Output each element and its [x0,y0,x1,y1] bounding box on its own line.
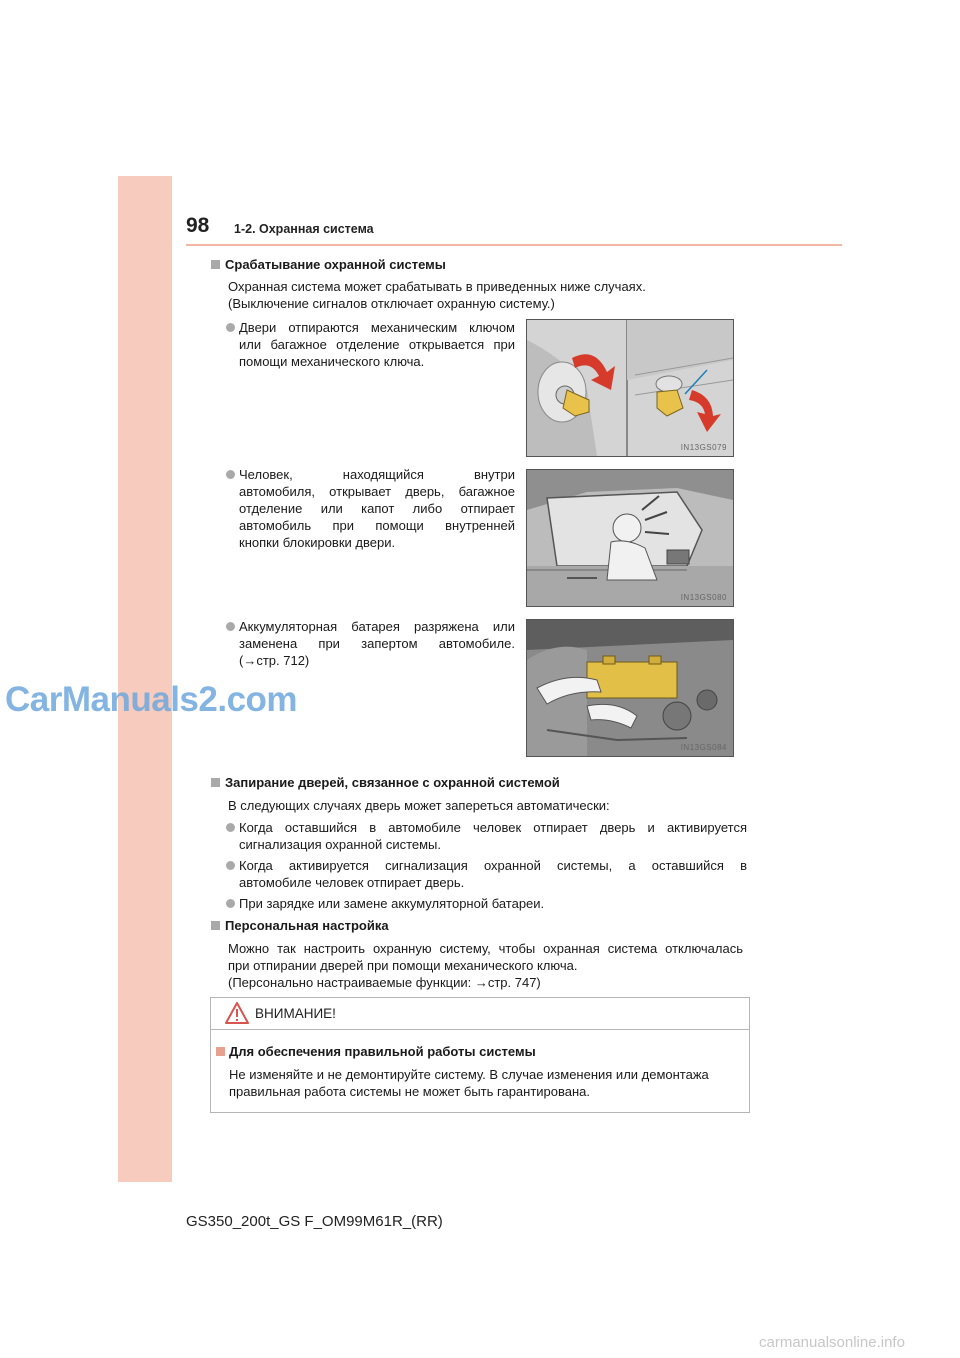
item3-line1: Аккумуляторная батарея разряжена или [239,619,515,634]
bullet-dot-icon [226,470,235,479]
sidebar-tab [118,176,172,1182]
header-rule [186,244,842,246]
item2-line3: отделение или капот либо отпирает [239,501,515,516]
square-bullet-icon [211,778,220,787]
section2-item2-line2: автомобиле человек отпирает дверь. [239,875,465,890]
figure-code: IN13GS080 [680,593,727,602]
watermark: CarManuals2.com [5,680,298,719]
section-title: 1-2. Охранная система [234,222,374,236]
figure-code: IN13GS084 [680,743,727,752]
square-bullet-icon [211,260,220,269]
section1-intro-line2: (Выключение сигналов отключает охранную систему.) [228,296,555,311]
site-watermark: carmanualsonline.info [759,1334,905,1351]
page-number: 98 [186,214,210,237]
bullet-dot-icon [226,823,235,832]
warning-heading: Для обеспечения правильной работы системы [229,1044,536,1059]
key-lock-illustration [527,320,733,456]
item2-line5: кнопки блокировки двери. [239,535,396,550]
section1-heading: Срабатывание охранной системы [225,257,446,272]
warning-label: ВНИМАНИЕ! [255,1006,336,1021]
item2-line1: Человек, находящийся внутри [239,467,515,482]
section2-item1-line1: Когда оставшийся в автомобиле человек отпирает дверь и активируется [239,820,747,835]
warning-header [211,998,749,1030]
section3-line1: Можно так настроить охранную систему, чтобы охранная система отключалась [228,941,743,956]
item3-line2: заменена при запертом автомобиле. [239,636,515,651]
square-bullet-icon [216,1047,225,1056]
section2-item2-line1: Когда активируется сигнализация охранной системы, а оставшийся в [239,858,747,873]
figure-code: IN13GS079 [680,443,727,452]
item2-line4: автомобиль при помощи внутренней [239,518,515,533]
bullet-dot-icon [226,861,235,870]
section2-heading: Запирание дверей, связанное с охранной системой [225,775,560,790]
footer-code: GS350_200t_GS F_OM99M61R_(RR) [186,1213,443,1230]
bullet-dot-icon [226,323,235,332]
section3-heading: Персональная настройка [225,918,389,933]
item1-line2: или багажное отделение открывается при [239,337,515,352]
item2-line2: автомобиля, открывает дверь, багажное [239,484,515,499]
item1-line1: Двери отпираются механическим ключом [239,320,515,335]
section2-intro: В следующих случаях дверь может запереться автоматически: [228,798,610,813]
warning-line1: Не изменяйте и не демонтируйте систему. В случае изменения или демонтажа [229,1067,709,1082]
section1-intro-line1: Охранная система может срабатывать в приведенных ниже случаях. [228,279,646,294]
figure-key-lock [526,319,734,457]
bullet-dot-icon [226,622,235,631]
bullet-dot-icon [226,899,235,908]
battery-illustration [527,620,733,756]
warning-line2: правильная работа системы не может быть гарантирована. [229,1084,591,1099]
section2-item1-line2: сигнализация охранной системы. [239,837,442,852]
section3-line3: (Персонально настраиваемые функции: →стр. 747) [228,975,541,990]
person-car-illustration [527,470,733,606]
figure-person-in-car [526,469,734,607]
warning-triangle-icon [225,1002,249,1024]
section3-line2: при отпирании дверей при помощи механического ключа. [228,958,578,973]
item3-line3: (→стр. 712) [239,653,310,668]
section2-item3: При зарядке или замене аккумуляторной батареи. [239,896,545,911]
item1-line3: помощи механического ключа. [239,354,425,369]
warning-box [210,997,750,1113]
figure-battery [526,619,734,757]
square-bullet-icon [211,921,220,930]
